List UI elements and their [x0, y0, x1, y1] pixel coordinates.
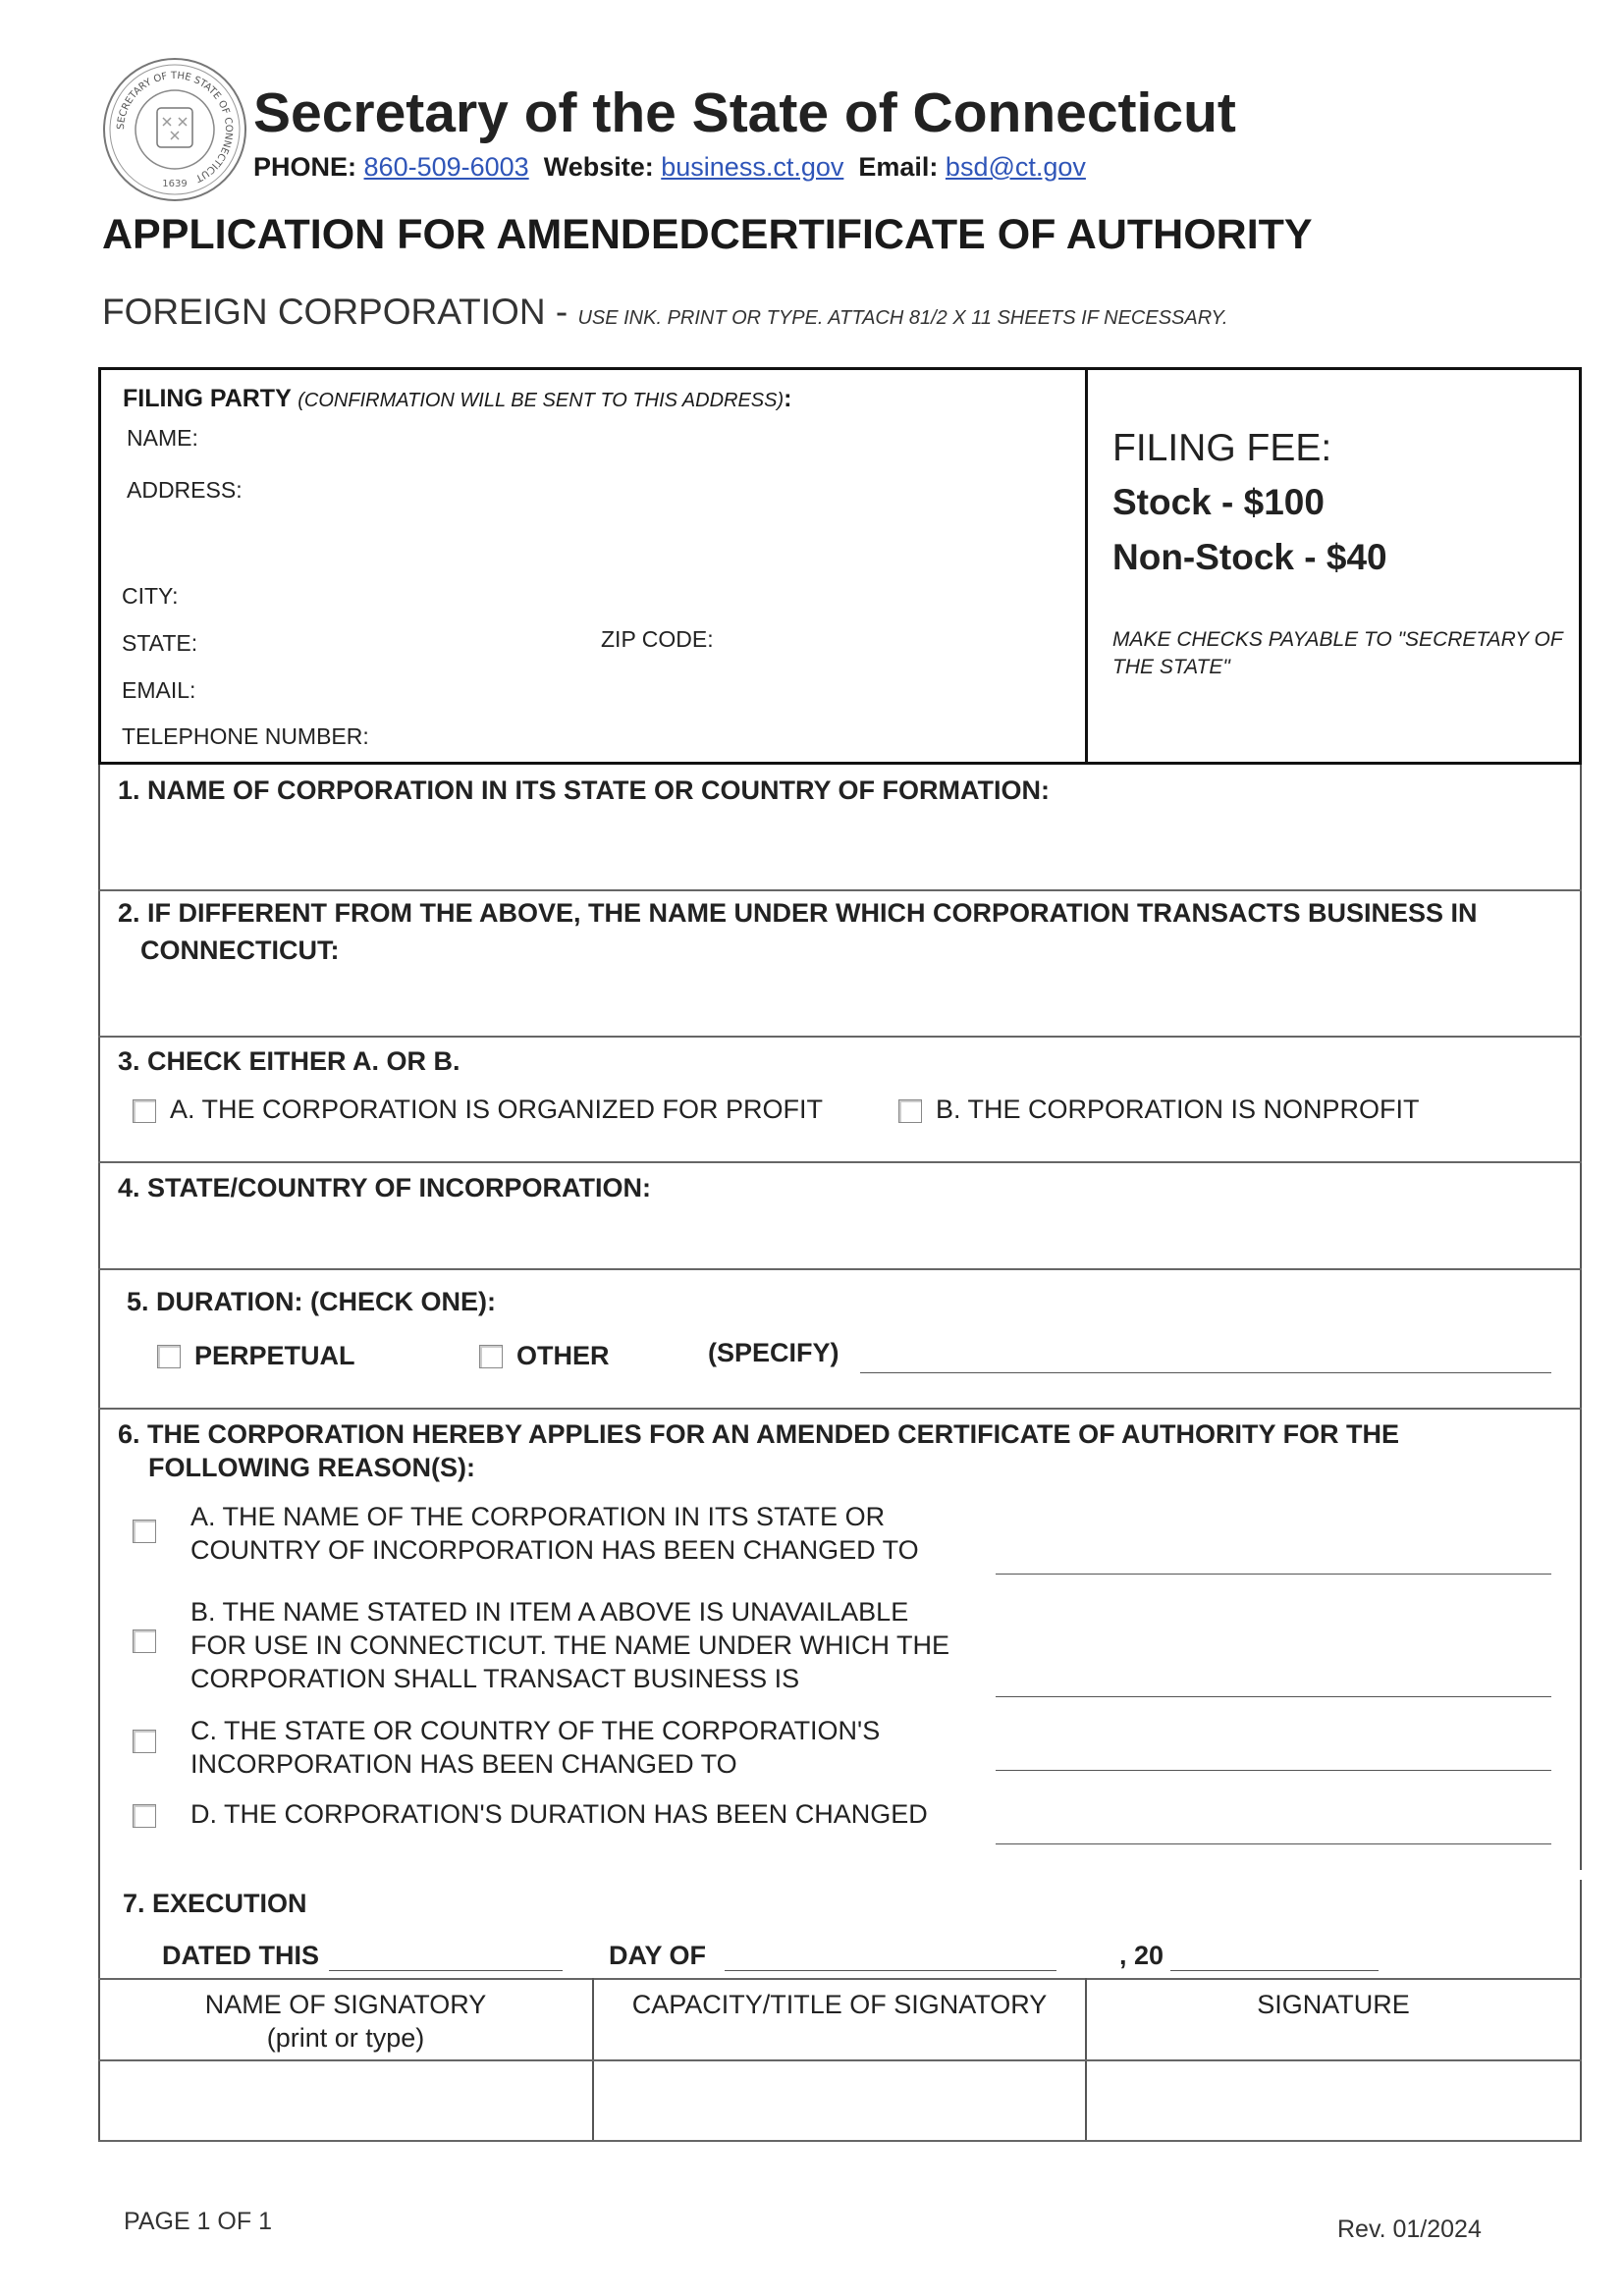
reason-d-input-line[interactable] — [996, 1843, 1551, 1844]
nonprofit-option-label: B. THE CORPORATION IS NONPROFIT — [936, 1095, 1420, 1124]
year-prefix-label: , 20 — [1119, 1941, 1164, 1970]
divider-1 — [98, 889, 1582, 891]
other-label: OTHER — [516, 1341, 610, 1370]
other-checkbox[interactable] — [479, 1345, 503, 1368]
dated-year-input-line[interactable] — [1170, 1970, 1379, 1971]
form-subtitle: FOREIGN CORPORATION - USE INK. PRINT OR TYPE. ATTACH 81/2 X 11 SHEETS IF NECESSARY. — [102, 292, 1228, 332]
divider-2 — [98, 1036, 1582, 1038]
section-2-label-cont: CONNECTICUT: — [140, 935, 340, 965]
website-label: Website: — [543, 152, 654, 182]
signatory-name-header-note: (print or type) — [266, 2023, 425, 2053]
email-label: Email: — [858, 152, 939, 182]
perpetual-checkbox[interactable] — [157, 1345, 181, 1368]
reason-d-checkbox[interactable] — [133, 1804, 156, 1828]
city-label: CITY: — [122, 583, 179, 609]
filing-party-heading: FILING PARTY (CONFIRMATION WILL BE SENT TO THIS ADDRESS): — [123, 385, 792, 412]
divider-4 — [98, 1268, 1582, 1270]
section-5-label: 5. DURATION: (CHECK ONE): — [127, 1287, 496, 1316]
reason-b-checkbox[interactable] — [133, 1629, 156, 1653]
svg-text:1639: 1639 — [162, 179, 188, 189]
section-6-label: 6. THE CORPORATION HEREBY APPLIES FOR AN AMENDED CERTIFICATE OF AUTHORITY FOR THE — [118, 1419, 1400, 1449]
reason-c-checkbox[interactable] — [133, 1730, 156, 1753]
section-4-label: 4. STATE/COUNTRY OF INCORPORATION: — [118, 1173, 652, 1202]
contact-line — [253, 152, 1086, 183]
profit-checkbox[interactable] — [133, 1099, 156, 1123]
phone-label: PHONE: — [253, 152, 357, 182]
form-subtitle-note: USE INK. PRINT OR TYPE. ATTACH 81/2 X 11 SHEETS IF NECESSARY. — [577, 307, 1228, 329]
form-title: APPLICATION FOR AMENDEDCERTIFICATE OF AUTHORITY — [102, 211, 1313, 258]
border-gap — [1577, 1870, 1585, 1880]
divider-3 — [98, 1161, 1582, 1163]
fee-nonstock: Non-Stock - $40 — [1112, 537, 1387, 577]
email-field-label: EMAIL: — [122, 677, 196, 703]
perpetual-label: PERPETUAL — [194, 1341, 355, 1370]
dated-month-input-line[interactable] — [725, 1970, 1056, 1971]
day-of-label: DAY OF — [609, 1941, 707, 1970]
specify-label: (SPECIFY) — [708, 1338, 839, 1367]
agency-title: Secretary of the State of Connecticut — [253, 81, 1236, 144]
reason-b-line2: FOR USE IN CONNECTICUT. THE NAME UNDER WHICH THE — [190, 1630, 950, 1660]
fee-stock: Stock - $100 — [1112, 482, 1325, 522]
specify-input-line[interactable] — [860, 1372, 1551, 1373]
divider-7 — [98, 2140, 1582, 2142]
signatory-name-cell[interactable] — [102, 2063, 590, 2138]
nonprofit-checkbox[interactable] — [898, 1099, 922, 1123]
reason-c-input-line[interactable] — [996, 1770, 1551, 1771]
reason-a-checkbox[interactable] — [133, 1520, 156, 1543]
section-1-label: 1. NAME OF CORPORATION IN ITS STATE OR COUNTRY OF FORMATION: — [118, 775, 1050, 805]
phone-link[interactable]: 860-509-6003 — [363, 152, 529, 182]
zip-label: ZIP CODE: — [601, 626, 714, 652]
filing-party-note: (CONFIRMATION WILL BE SENT TO THIS ADDRESS) — [298, 390, 785, 411]
reason-b-line1: B. THE NAME STATED IN ITEM A ABOVE IS UNAVAILABLE — [190, 1597, 909, 1627]
name-label: NAME: — [127, 425, 198, 451]
svg-text:SECRETARY OF THE STATE OF CONN: SECRETARY OF THE STATE OF CONNECTICUT — [115, 70, 235, 185]
revision-date: Rev. 01/2024 — [1337, 2216, 1482, 2243]
divider-6 — [98, 1978, 1582, 1980]
signatory-title-header: CAPACITY/TITLE OF SIGNATORY — [631, 1990, 1048, 2019]
fee-divider — [1085, 367, 1088, 765]
address-label: ADDRESS: — [127, 477, 243, 503]
section-7-label: 7. EXECUTION — [123, 1889, 307, 1918]
section-2-label: 2. IF DIFFERENT FROM THE ABOVE, THE NAME UNDER WHICH CORPORATION TRANSACTS BUSINESS IN — [118, 898, 1478, 928]
signatory-title-cell[interactable] — [596, 2063, 1083, 2138]
reason-a-line1: A. THE NAME OF THE CORPORATION IN ITS STATE OR — [190, 1502, 886, 1531]
reason-c-line1: C. THE STATE OR COUNTRY OF THE CORPORATION'S — [190, 1716, 881, 1745]
telephone-label: TELEPHONE NUMBER: — [122, 723, 369, 749]
reason-d-label: D. THE CORPORATION'S DURATION HAS BEEN CHANGED — [190, 1799, 928, 1829]
divider-5 — [98, 1408, 1582, 1410]
section-6-label-cont: FOLLOWING REASON(S): — [148, 1453, 475, 1482]
reason-b-line3: CORPORATION SHALL TRANSACT BUSINESS IS — [190, 1664, 800, 1693]
reason-a-input-line[interactable] — [996, 1574, 1551, 1575]
reason-b-input-line[interactable] — [996, 1696, 1551, 1697]
state-label: STATE: — [122, 630, 198, 656]
state-seal-logo — [102, 57, 247, 202]
signature-cell[interactable] — [1089, 2063, 1578, 2138]
email-link[interactable]: bsd@ct.gov — [945, 152, 1086, 182]
dated-this-label: DATED THIS — [162, 1941, 319, 1970]
table-header-divider — [98, 2059, 1582, 2061]
page-number: PAGE 1 OF 1 — [124, 2208, 272, 2235]
reason-a-line2: COUNTRY OF INCORPORATION HAS BEEN CHANGED TO — [190, 1535, 919, 1565]
dated-day-input-line[interactable] — [329, 1970, 563, 1971]
reason-c-line2: INCORPORATION HAS BEEN CHANGED TO — [190, 1749, 737, 1779]
profit-option-label: A. THE CORPORATION IS ORGANIZED FOR PROFIT — [170, 1095, 824, 1124]
signatory-name-header: NAME OF SIGNATORY — [204, 1990, 487, 2019]
fee-heading: FILING FEE: — [1112, 427, 1332, 469]
signature-header: SIGNATURE — [1257, 1990, 1410, 2019]
fee-note: MAKE CHECKS PAYABLE TO "SECRETARY OF THE STATE" — [1112, 628, 1563, 678]
website-link[interactable]: business.ct.gov — [661, 152, 844, 182]
section-3-label: 3. CHECK EITHER A. OR B. — [118, 1046, 460, 1076]
